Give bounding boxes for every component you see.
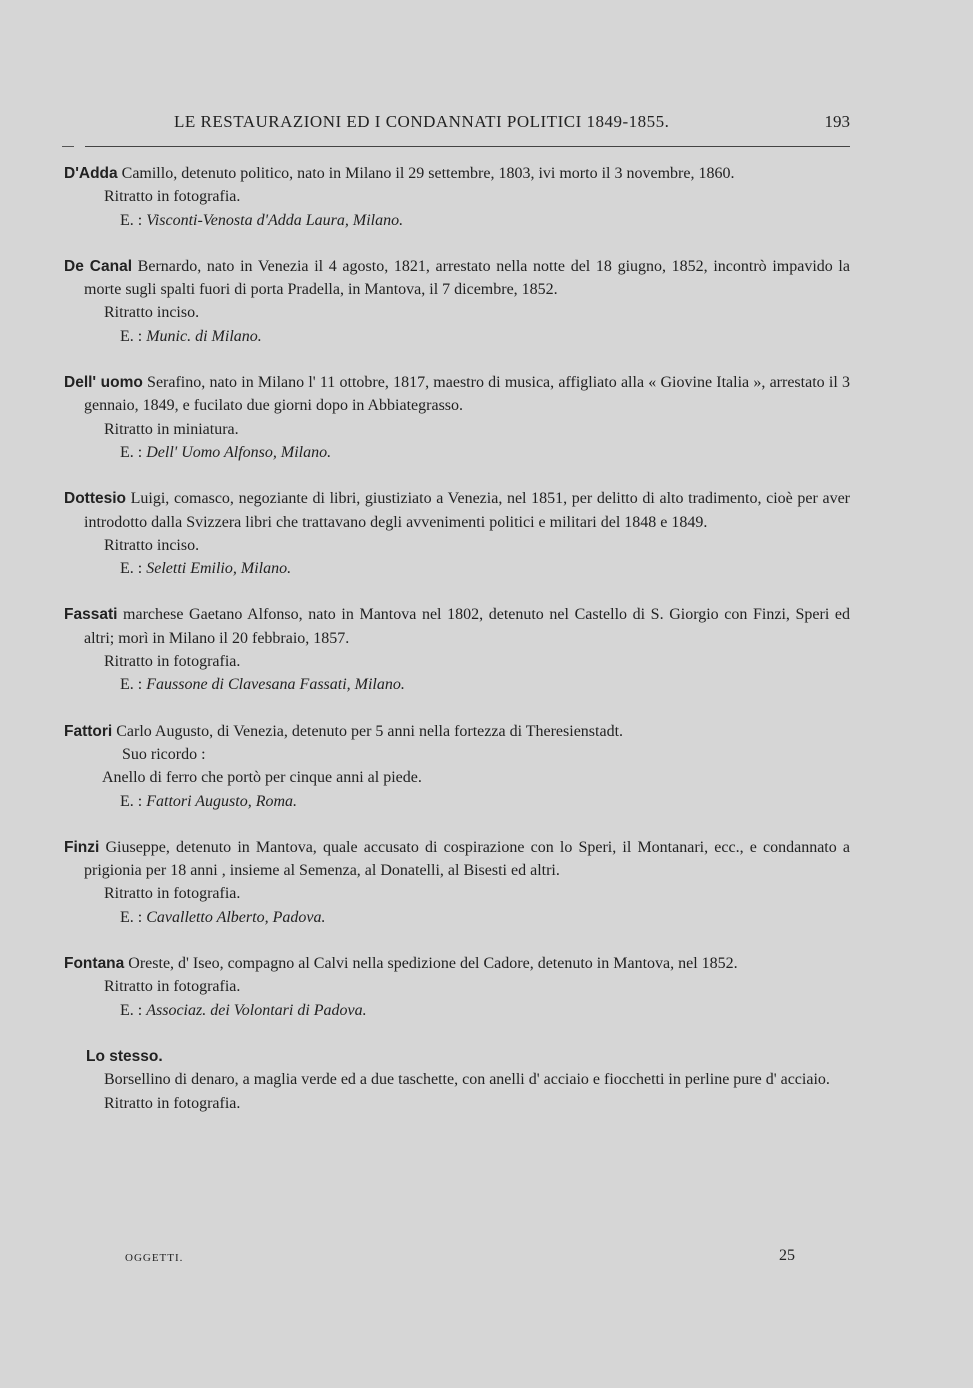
- entries-list: [64, 162, 850, 1138]
- entry-portrait: Ritratto inciso.: [104, 304, 200, 322]
- entry-name: Fassati: [64, 606, 118, 624]
- entry-text: Camillo, detenuto politico, nato in Milano il 29 settembre, 1803, ivi morto il 3 novembre, 1860.: [117, 165, 735, 182]
- entry-finzi: [64, 836, 850, 929]
- header-rule-tick: [62, 146, 74, 147]
- entry-lo-stesso: [64, 1045, 850, 1115]
- entry-exhibitor: E. : Visconti-Venosta d'Adda Laura, Milano.: [120, 211, 404, 229]
- entry-text: Luigi, comasco, negoziante di libri, giustiziato a Venezia, nel 1851, per delitto di alto tradimento, cioè per aver introdotto dalla Svizzera libri che trattavano degli avvenimenti politici e militari del 1848 e 1849.: [84, 490, 850, 531]
- entry-name: Dottesio: [64, 490, 126, 508]
- page-number: 193: [824, 112, 850, 131]
- entry-exhibitor: E. : Cavalletto Alberto, Padova.: [120, 908, 326, 926]
- entry-exhibitor: E. : Dell' Uomo Alfonso, Milano.: [120, 443, 332, 461]
- entry-fassati: [64, 603, 850, 696]
- entry-name: Fontana: [64, 955, 125, 973]
- entry-exhibitor: E. : Fattori Augusto, Roma.: [120, 792, 298, 810]
- running-header: [62, 112, 850, 142]
- entry-text: Bernardo, nato in Venezia il 4 agosto, 1821, arrestato nella notte del 18 giugno, 1852, incontrò impavido la morte sugli spalti fuori di porta Pradella, in Mantova, il 7 dicembre, 1852.: [84, 257, 850, 299]
- entry-exhibitor: E. : Seletti Emilio, Milano.: [120, 560, 292, 578]
- running-title: LE RESTAURAZIONI ED I CONDANNATI POLITICI 1849-1855.: [174, 112, 670, 131]
- entry-name: Lo stesso.: [86, 1047, 163, 1065]
- signature-mark: OGGETTI.: [125, 1252, 184, 1264]
- entry-name: Fattori: [64, 722, 113, 740]
- entry-name: Dell' uomo: [64, 374, 143, 392]
- entry-name: D'Adda: [64, 165, 118, 182]
- entry-portrait: Ritratto in fotografia.: [104, 188, 241, 206]
- entry-portrait: Ritratto in miniatura.: [104, 420, 239, 438]
- entry-fattori: [64, 720, 850, 813]
- entry-dell-uomo: [64, 371, 850, 464]
- entry-dadda: [64, 162, 850, 232]
- entry-dottesio: [64, 487, 850, 580]
- page-footer: [125, 1247, 795, 1270]
- entry-fontana: [64, 952, 850, 1022]
- entry-name: De Canal: [64, 257, 132, 275]
- sheet-number: 25: [779, 1247, 795, 1264]
- entry-text: Borsellino di denaro, a maglia verde ed a due taschette, con anelli d' acciaio e fiocchetti in perline pure d' acciaio.: [104, 1071, 830, 1089]
- header-rule: [85, 146, 850, 147]
- entry-name: Finzi: [64, 838, 100, 856]
- entry-portrait: Ritratto inciso.: [104, 536, 200, 554]
- entry-exhibitor: E. : Associaz. dei Volontari di Padova.: [120, 1001, 367, 1019]
- entry-text: Giuseppe, detenuto in Mantova, quale accusato di cospirazione con lo Speri, il Montanari, ecc., e condannato a prigionia per 18 anni , insieme al Semenza, al Donatelli, al Bisesti ed altri.: [84, 838, 850, 880]
- entry-portrait: Ritratto in fotografia.: [104, 978, 241, 996]
- entry-portrait: Ritratto in fotografia.: [104, 653, 241, 671]
- entry-de-canal: [64, 255, 850, 348]
- entry-portrait: Ritratto in fotografia.: [104, 1094, 241, 1112]
- entry-text: Serafino, nato in Milano l' 11 ottobre, 1817, maestro di musica, affigliato alla « Giovine Italia », arrestato il 3 gennaio, 1849, e fucilato due giorni dopo in Abbiategrasso.: [84, 374, 850, 415]
- entry-text: marchese Gaetano Alfonso, nato in Mantova nel 1802, detenuto nel Castello di S. Giorgio con Finzi, Speri ed altri; morì in Milano il 20 febbraio, 1857.: [84, 606, 850, 647]
- entry-text: Carlo Augusto, di Venezia, detenuto per 5 anni nella fortezza di Theresienstadt.: [112, 722, 624, 740]
- entry-text: Oreste, d' Iseo, compagno al Calvi nella spedizione del Cadore, detenuto in Mantova, nel 1852.: [124, 955, 738, 973]
- entry-portrait: Ritratto in fotografia.: [104, 885, 241, 903]
- entry-memento-label: Suo ricordo :: [122, 745, 206, 763]
- entry-exhibitor: E. : Munic. di Milano.: [120, 327, 262, 345]
- entry-memento: Anello di ferro che portò per cinque anni al piede.: [102, 769, 422, 787]
- entry-exhibitor: E. : Faussone di Clavesana Fassati, Milano.: [120, 676, 405, 694]
